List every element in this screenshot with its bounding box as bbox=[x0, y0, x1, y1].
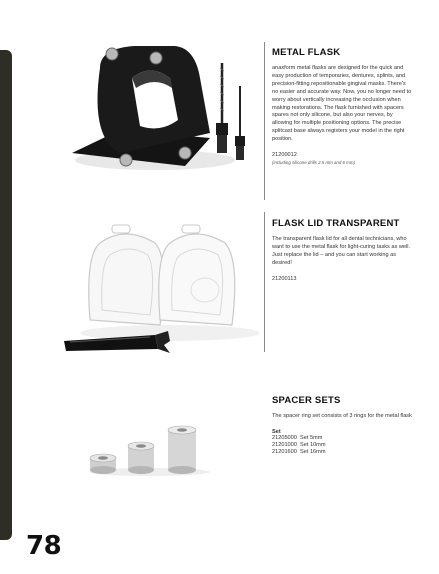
divider-metal-flask bbox=[264, 42, 265, 200]
spacer-sets-set-label: Set bbox=[272, 428, 281, 435]
metal-flask-title: METAL FLASK bbox=[272, 47, 341, 58]
spacer-rings-image bbox=[80, 420, 220, 480]
spacer-set-row bbox=[272, 449, 412, 456]
spacer-sets-info bbox=[272, 395, 412, 457]
spacer-set-code: 21201600 bbox=[272, 449, 297, 456]
spacer-set-row bbox=[272, 435, 412, 442]
metal-flask-note: (including silicone drills 2.5 mm and 6 mm) bbox=[272, 159, 355, 165]
spacer-set-label: Set 10mm bbox=[300, 442, 326, 449]
metal-flask-info bbox=[272, 47, 412, 166]
flask-lid-image bbox=[60, 215, 260, 375]
flask-lid-info bbox=[272, 218, 412, 284]
flask-lid-description: The transparent flask lid for all dental technicians, who want to use the metal flask for light-curing tasks as well. Just replace the lid – and you can start working as desired! bbox=[272, 236, 411, 266]
metal-flask-code: 21200012 bbox=[272, 152, 297, 159]
spacer-sets-description: The spacer ring set consists of 3 rings for the metal flask bbox=[272, 413, 412, 419]
chapter-side-tab bbox=[0, 50, 12, 540]
spacer-set-code: 21205000 bbox=[272, 434, 297, 441]
metal-flask-image bbox=[60, 38, 260, 173]
spacer-set-label: Set 5mm bbox=[300, 434, 323, 441]
flask-lid-title: FLASK LID TRANSPARENT bbox=[272, 218, 400, 229]
spacer-set-row bbox=[272, 442, 412, 449]
spacer-sets-title: SPACER SETS bbox=[272, 395, 341, 406]
spacer-set-code: 21201000 bbox=[272, 442, 297, 449]
flask-lid-code: 21200113 bbox=[272, 275, 297, 282]
metal-flask-description: anaxform metal flasks are designed for the quick and easy production of temporaries, dentures, splints, and precision-fitting repositionable gingival masks. There's no easier and accurate way. Now, you no longer need to worry about vertically increasing the occlusion when making restorations. The flask furnished with spacers spares not only silicone, but also your nerves, by allowing for multiple positioning options. The precise splitcast base always registers your model in the right position. bbox=[272, 65, 412, 143]
page-number: 78 bbox=[26, 531, 62, 561]
divider-flask-lid bbox=[264, 212, 265, 352]
spacer-set-label: Set 16mm bbox=[300, 449, 326, 456]
